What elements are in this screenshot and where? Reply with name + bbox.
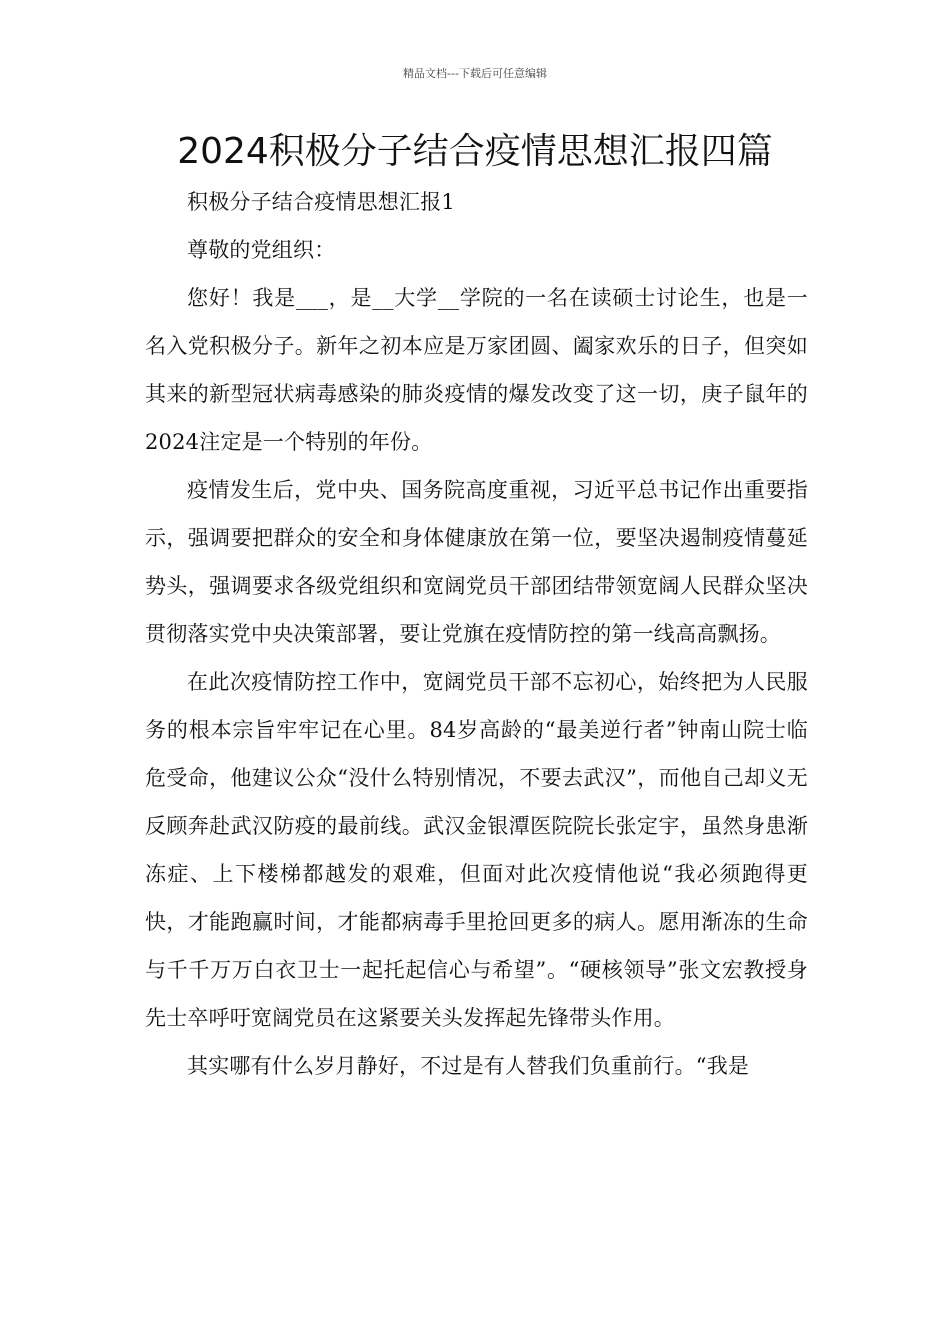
document-body (145, 178, 808, 1090)
section-heading: 积极分子结合疫情思想汇报1 (187, 190, 455, 214)
paragraph: 疫情发生后，党中央、国务院高度重视，习近平总书记作出重要指示，强调要把群众的安全和身体健康放在第一位，要坚决遏制疫情蔓延势头，强调要求各级党组织和宽阔党员干部团结带领宽阔人民群众坚决贯彻落实党中央决策部署，要让党旗在疫情防控的第一线高高飘扬。 (145, 478, 808, 646)
salutation: 尊敬的党组织： (187, 238, 336, 262)
document-title: 2024积极分子结合疫情思想汇报四篇 (177, 131, 773, 172)
header-note: 精品文档---下载后可任意编辑 (403, 67, 547, 80)
paragraph: 您好！我是___，是__大学__学院的一名在读硕士讨论生，也是一名入党积极分子。新年之初本应是万家团圆、阖家欢乐的日子，但突如其来的新型冠状病毒感染的肺炎疫情的爆发改变了这一切，庚子鼠年的2024注定是一个特别的年份。 (145, 286, 808, 454)
paragraph: 在此次疫情防控工作中，宽阔党员干部不忘初心，始终把为人民服务的根本宗旨牢牢记在心里。84岁高龄的“最美逆行者”钟南山院士临危受命，他建议公众“没什么特别情况，不要去武汉”，而他自己却义无反顾奔赴武汉防疫的最前线。武汉金银潭医院院长张定宇，虽然身患渐冻症、上下楼梯都越发的艰难，但面对此次疫情他说“我必须跑得更快，才能跑赢时间，才能都病毒手里抢回更多的病人。愿用渐冻的生命与千千万万白衣卫士一起托起信心与希望”。“硬核领导”张文宏教授身先士卒呼吁宽阔党员在这紧要关头发挥起先锋带头作用。 (145, 670, 808, 1030)
paragraph: 其实哪有什么岁月静好，不过是有人替我们负重前行。“我是 (187, 1054, 750, 1078)
